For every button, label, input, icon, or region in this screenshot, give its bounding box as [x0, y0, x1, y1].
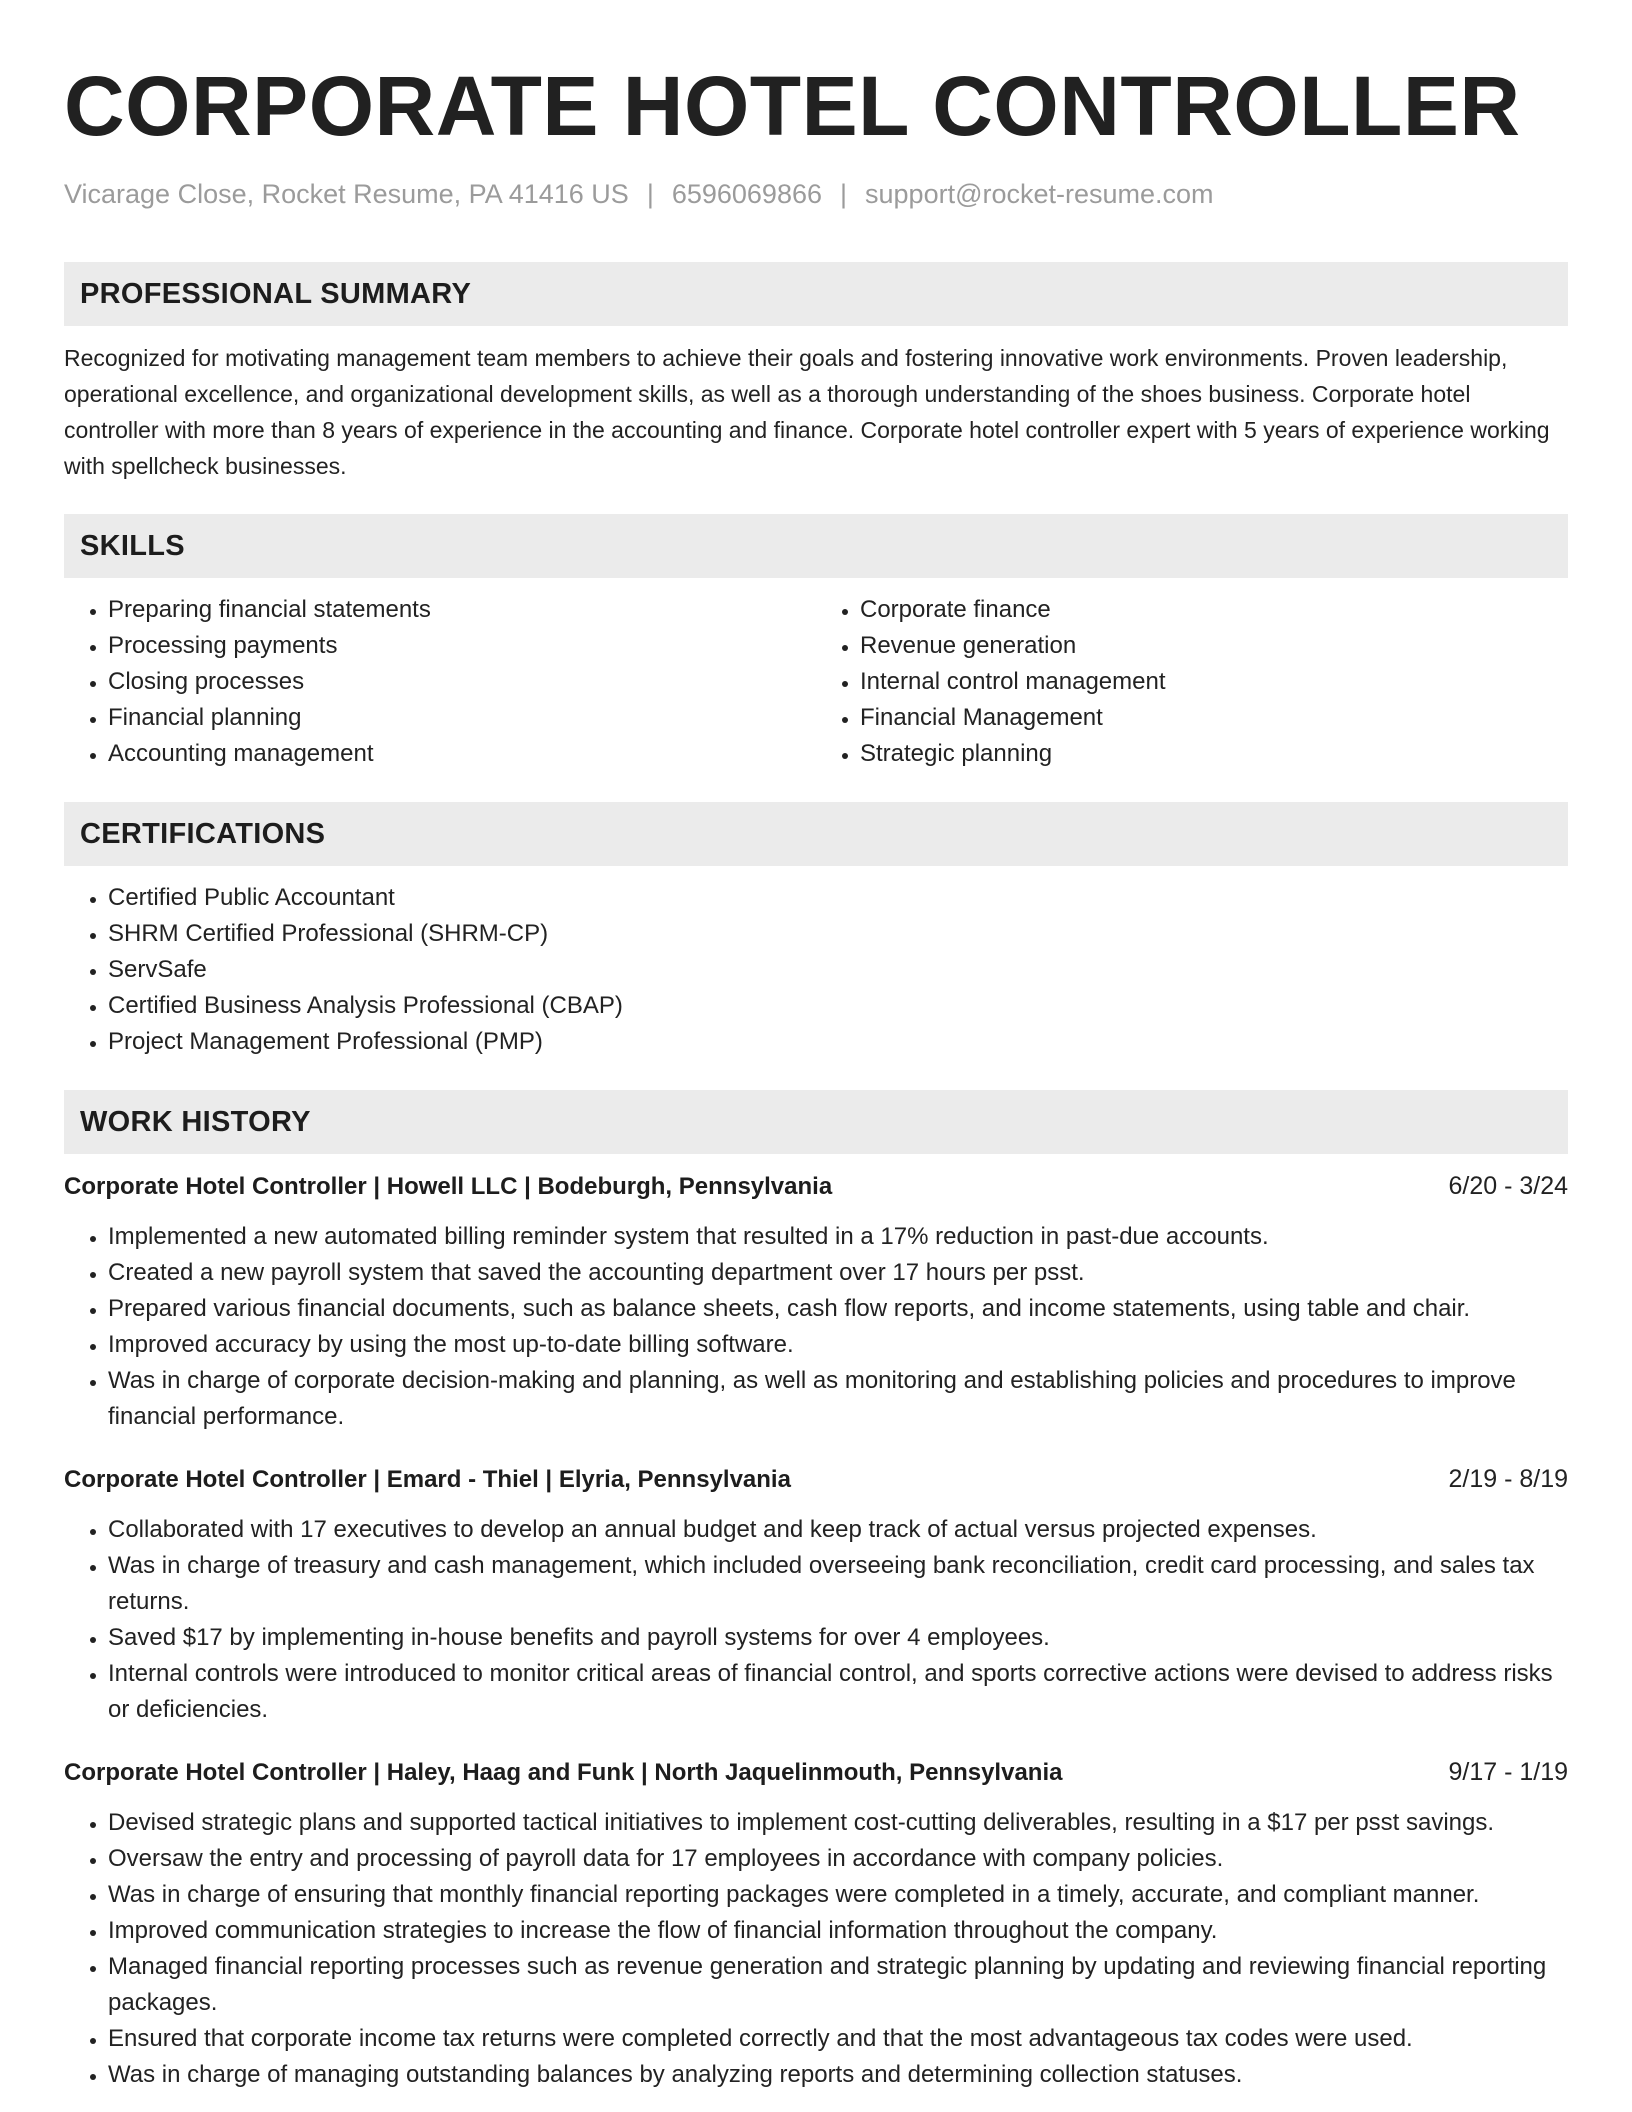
- skills-column-left: [64, 592, 816, 772]
- job-bullet: • Was in charge of corporate decision-making and planning, as well as monitoring and establishing policies and procedures to improve financial performance.: [108, 1363, 1568, 1435]
- contact-separator: |: [646, 179, 654, 209]
- job-bullet: • Ensured that corporate income tax returns were completed correctly and that the most advantageous tax codes were used.: [108, 2021, 1568, 2057]
- summary-heading: PROFESSIONAL SUMMARY: [64, 262, 1568, 326]
- job-bullet: • Was in charge of ensuring that monthly financial reporting packages were completed in a timely, accurate, and compliant manner.: [108, 1877, 1568, 1913]
- job-bullet-list: [64, 1219, 1568, 1435]
- job-title: Corporate Hotel Controller | Emard - Thiel | Elyria, Pennsylvania: [64, 1466, 791, 1493]
- resume-name: CORPORATE HOTEL CONTROLLER: [64, 59, 1521, 153]
- certifications-list: [64, 880, 1568, 1060]
- contact-line: [64, 176, 1568, 212]
- job-bullet: • Collaborated with 17 executives to develop an annual budget and keep track of actual versus projected expenses.: [108, 1512, 1568, 1548]
- job-bullet: • Prepared various financial documents, such as balance sheets, cash flow reports, and income statements, using table and chair.: [108, 1291, 1568, 1327]
- certification-item: • ServSafe: [108, 952, 1568, 988]
- skill-item: • Processing payments: [108, 628, 816, 664]
- certification-item: • Project Management Professional (PMP): [108, 1024, 1568, 1060]
- summary-text: Recognized for motivating management team members to achieve their goals and fostering innovative work environments. Proven leadership, operational excellence, and organizational development skills, as well as a thorough understanding of the shoes business. Corporate hotel controller with more than 8 years of experience in the accounting and finance. Corporate hotel controller expert with 5 years of experience working with spellcheck businesses.: [64, 345, 1550, 479]
- job-bullet: • Was in charge of managing outstanding balances by analyzing reports and determining collection statuses.: [108, 2057, 1568, 2093]
- skill-item: • Preparing financial statements: [108, 592, 816, 628]
- job-entry: [64, 1461, 1568, 1728]
- skills-column-right: [816, 592, 1568, 772]
- job-dates: 6/20 - 3/24: [1448, 1172, 1568, 1200]
- skill-item: • Financial Management: [860, 700, 1568, 736]
- skill-item: • Strategic planning: [860, 736, 1568, 772]
- job-header: [64, 1461, 1568, 1498]
- skill-item: • Revenue generation: [860, 628, 1568, 664]
- job-bullet: • Oversaw the entry and processing of payroll data for 17 employees in accordance with company policies.: [108, 1841, 1568, 1877]
- job-bullet-list: [64, 1805, 1568, 2093]
- skill-item: • Financial planning: [108, 700, 816, 736]
- job-title: Corporate Hotel Controller | Haley, Haag and Funk | North Jaquelinmouth, Pennsylvania: [64, 1759, 1063, 1786]
- contact-email: support@rocket-resume.com: [865, 179, 1214, 209]
- job-entry: [64, 1754, 1568, 2093]
- job-bullet: • Devised strategic plans and supported tactical initiatives to implement cost-cutting deliverables, resulting in a $17 per psst savings.: [108, 1805, 1568, 1841]
- job-bullet: • Internal controls were introduced to monitor critical areas of financial control, and sports corrective actions were devised to address risks or deficiencies.: [108, 1656, 1568, 1728]
- job-dates: 2/19 - 8/19: [1448, 1465, 1568, 1493]
- job-title: Corporate Hotel Controller | Howell LLC | Bodeburgh, Pennsylvania: [64, 1173, 833, 1200]
- certification-item: • SHRM Certified Professional (SHRM-CP): [108, 916, 1568, 952]
- skill-item: • Corporate finance: [860, 592, 1568, 628]
- skill-item: • Closing processes: [108, 664, 816, 700]
- job-bullet: • Managed financial reporting processes such as revenue generation and strategic planning by updating and reviewing financial reporting packages.: [108, 1949, 1568, 2021]
- skills-heading: SKILLS: [64, 514, 1568, 578]
- work-history-heading: WORK HISTORY: [64, 1090, 1568, 1154]
- job-bullet: • Saved $17 by implementing in-house benefits and payroll systems for over 4 employees.: [108, 1620, 1568, 1656]
- certifications-heading: CERTIFICATIONS: [64, 802, 1568, 866]
- contact-phone: 6596069866: [671, 179, 822, 209]
- skills-list: [64, 592, 1568, 772]
- job-entry: [64, 1168, 1568, 1435]
- job-bullet: • Created a new payroll system that saved the accounting department over 17 hours per psst.: [108, 1255, 1568, 1291]
- contact-separator: |: [840, 179, 848, 209]
- skill-item: • Accounting management: [108, 736, 816, 772]
- contact-address: Vicarage Close, Rocket Resume, PA 41416 US: [64, 179, 629, 209]
- job-header: [64, 1168, 1568, 1205]
- job-bullet: • Was in charge of treasury and cash management, which included overseeing bank reconciliation, credit card processing, and sales tax returns.: [108, 1548, 1568, 1620]
- skill-item: • Internal control management: [860, 664, 1568, 700]
- job-dates: 9/17 - 1/19: [1448, 1758, 1568, 1786]
- job-bullet: • Improved communication strategies to increase the flow of financial information throughout the company.: [108, 1913, 1568, 1949]
- job-bullet-list: [64, 1512, 1568, 1728]
- certification-item: • Certified Public Accountant: [108, 880, 1568, 916]
- job-bullet: • Implemented a new automated billing reminder system that resulted in a 17% reduction in past-due accounts.: [108, 1219, 1568, 1255]
- job-header: [64, 1754, 1568, 1791]
- certification-item: • Certified Business Analysis Professional (CBAP): [108, 988, 1568, 1024]
- job-bullet: • Improved accuracy by using the most up-to-date billing software.: [108, 1327, 1568, 1363]
